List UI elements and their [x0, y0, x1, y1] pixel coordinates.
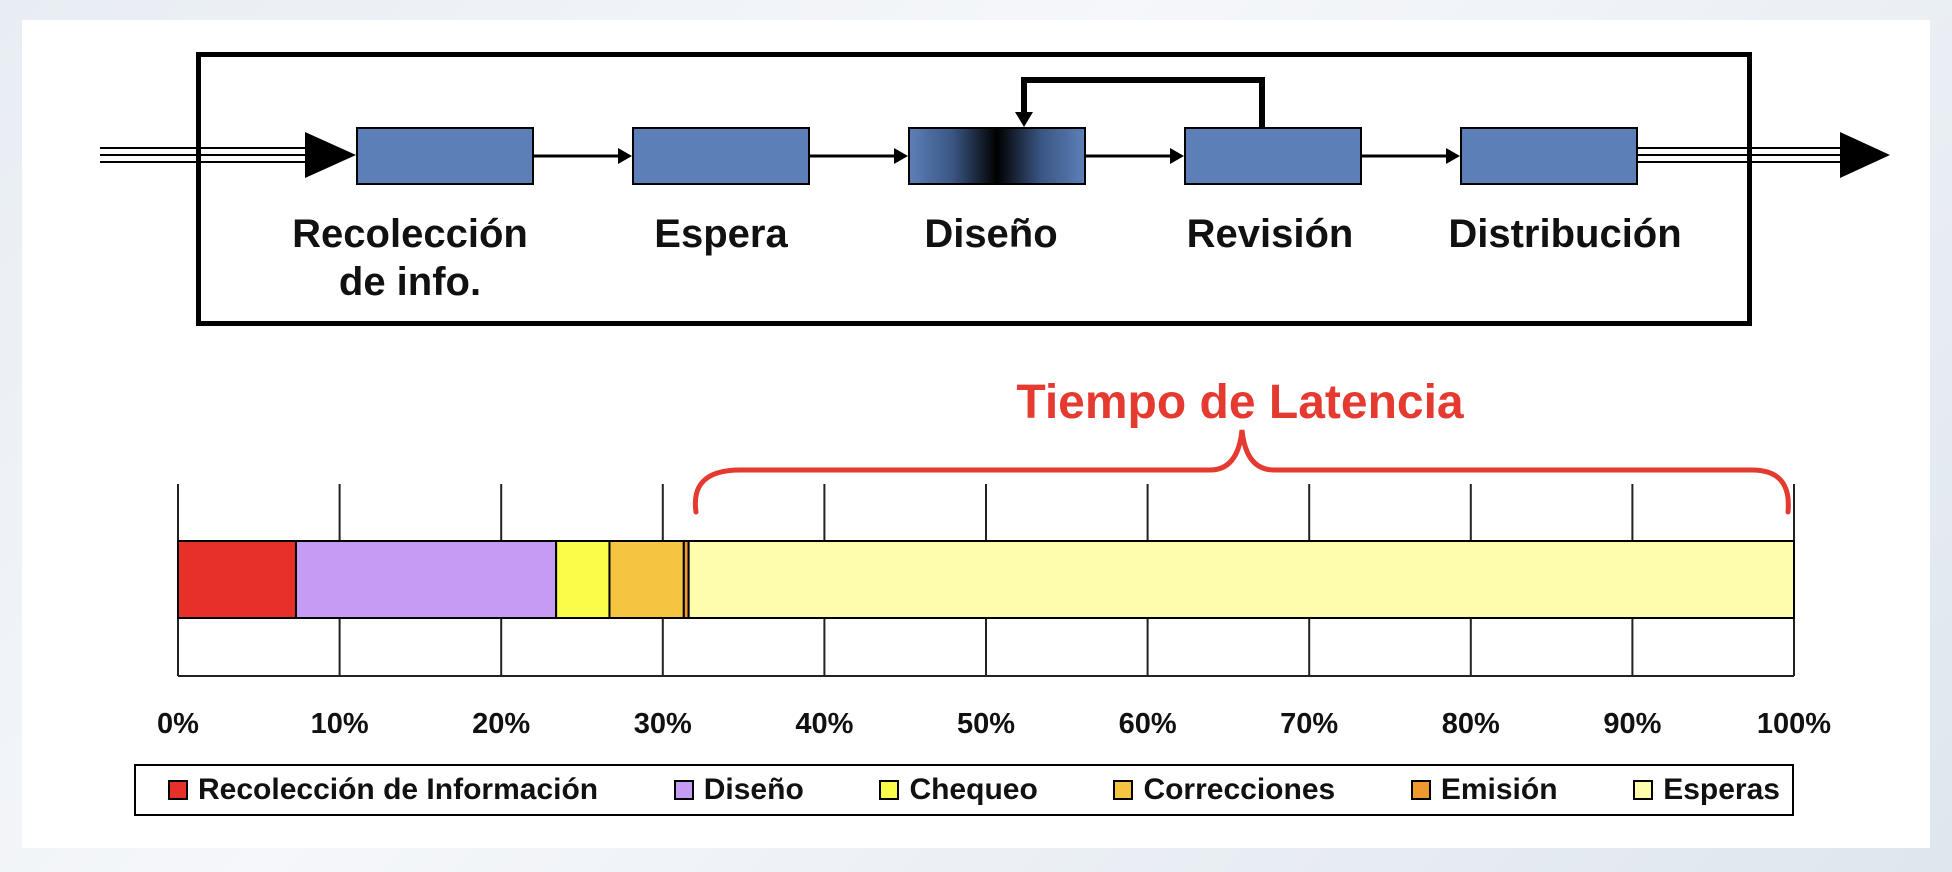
legend-label: Chequeo — [909, 773, 1038, 806]
legend-label: Diseño — [703, 773, 804, 806]
legend-item — [674, 773, 804, 807]
connector-arrow-3 — [1086, 148, 1184, 164]
incoming-arrow — [100, 132, 356, 178]
connector-arrow-1 — [534, 148, 632, 164]
tick-label: 80% — [1441, 708, 1500, 740]
tick-label: 90% — [1603, 708, 1662, 740]
bar-segment-chequeo — [556, 541, 609, 618]
tick-label: 20% — [472, 708, 531, 740]
step-label-espera: Espera — [654, 212, 788, 256]
stacked-bar-chart — [178, 484, 1794, 676]
tick-label: 60% — [1118, 708, 1177, 740]
tick-label: 40% — [795, 708, 854, 740]
legend-swatch — [168, 780, 188, 800]
legend-swatch — [674, 780, 694, 800]
step-box-recoleccion — [356, 127, 534, 185]
step-label-recoleccion — [280, 210, 540, 306]
step-label-diseno: Diseño — [924, 212, 1058, 256]
legend-label: Esperas — [1663, 773, 1780, 806]
step-box-espera — [632, 127, 810, 185]
tick-label: 50% — [956, 708, 1016, 740]
latency-brace — [695, 430, 1788, 512]
bar-segment-recolecci-n-de-informaci-n — [178, 541, 296, 618]
legend-item — [168, 773, 598, 807]
legend-item — [1113, 773, 1335, 807]
legend-swatch — [879, 780, 899, 800]
legend-item — [1411, 773, 1558, 807]
bar-segment-dise-o — [296, 541, 556, 618]
bar-segment-esperas — [689, 541, 1794, 618]
tick-label: 30% — [633, 708, 692, 740]
tick-label: 70% — [1280, 708, 1339, 740]
legend-label: Recolección de Información — [198, 773, 599, 806]
legend-item — [1633, 773, 1780, 807]
step-box-distribucion — [1460, 127, 1638, 185]
step-label-distribucion: Distribución — [1448, 212, 1682, 256]
connector-arrow-2 — [810, 148, 908, 164]
legend-label: Correcciones — [1143, 773, 1336, 806]
feedback-loop-arrow — [1015, 80, 1262, 127]
legend-swatch — [1633, 780, 1653, 800]
connector-arrow-4 — [1362, 148, 1460, 164]
step-box-diseno — [908, 127, 1086, 185]
tick-label: 10% — [310, 708, 369, 740]
tick-label: 100% — [1756, 708, 1832, 740]
outgoing-arrow — [1634, 132, 1890, 178]
legend-swatch — [1411, 780, 1431, 800]
legend-swatch — [1113, 780, 1133, 800]
tick-label: 0% — [157, 708, 199, 740]
latency-title: Tiempo de Latencia — [1016, 376, 1464, 429]
step-label-line2: de info. — [338, 260, 482, 304]
legend-label: Emisión — [1440, 773, 1558, 806]
bar-segment-correcciones — [609, 541, 683, 618]
chart-legend — [134, 764, 1794, 816]
legend-item — [879, 773, 1037, 807]
step-label-revision: Revisión — [1186, 212, 1354, 256]
step-label-line1: Recolección — [292, 212, 528, 256]
step-box-revision — [1184, 127, 1362, 185]
